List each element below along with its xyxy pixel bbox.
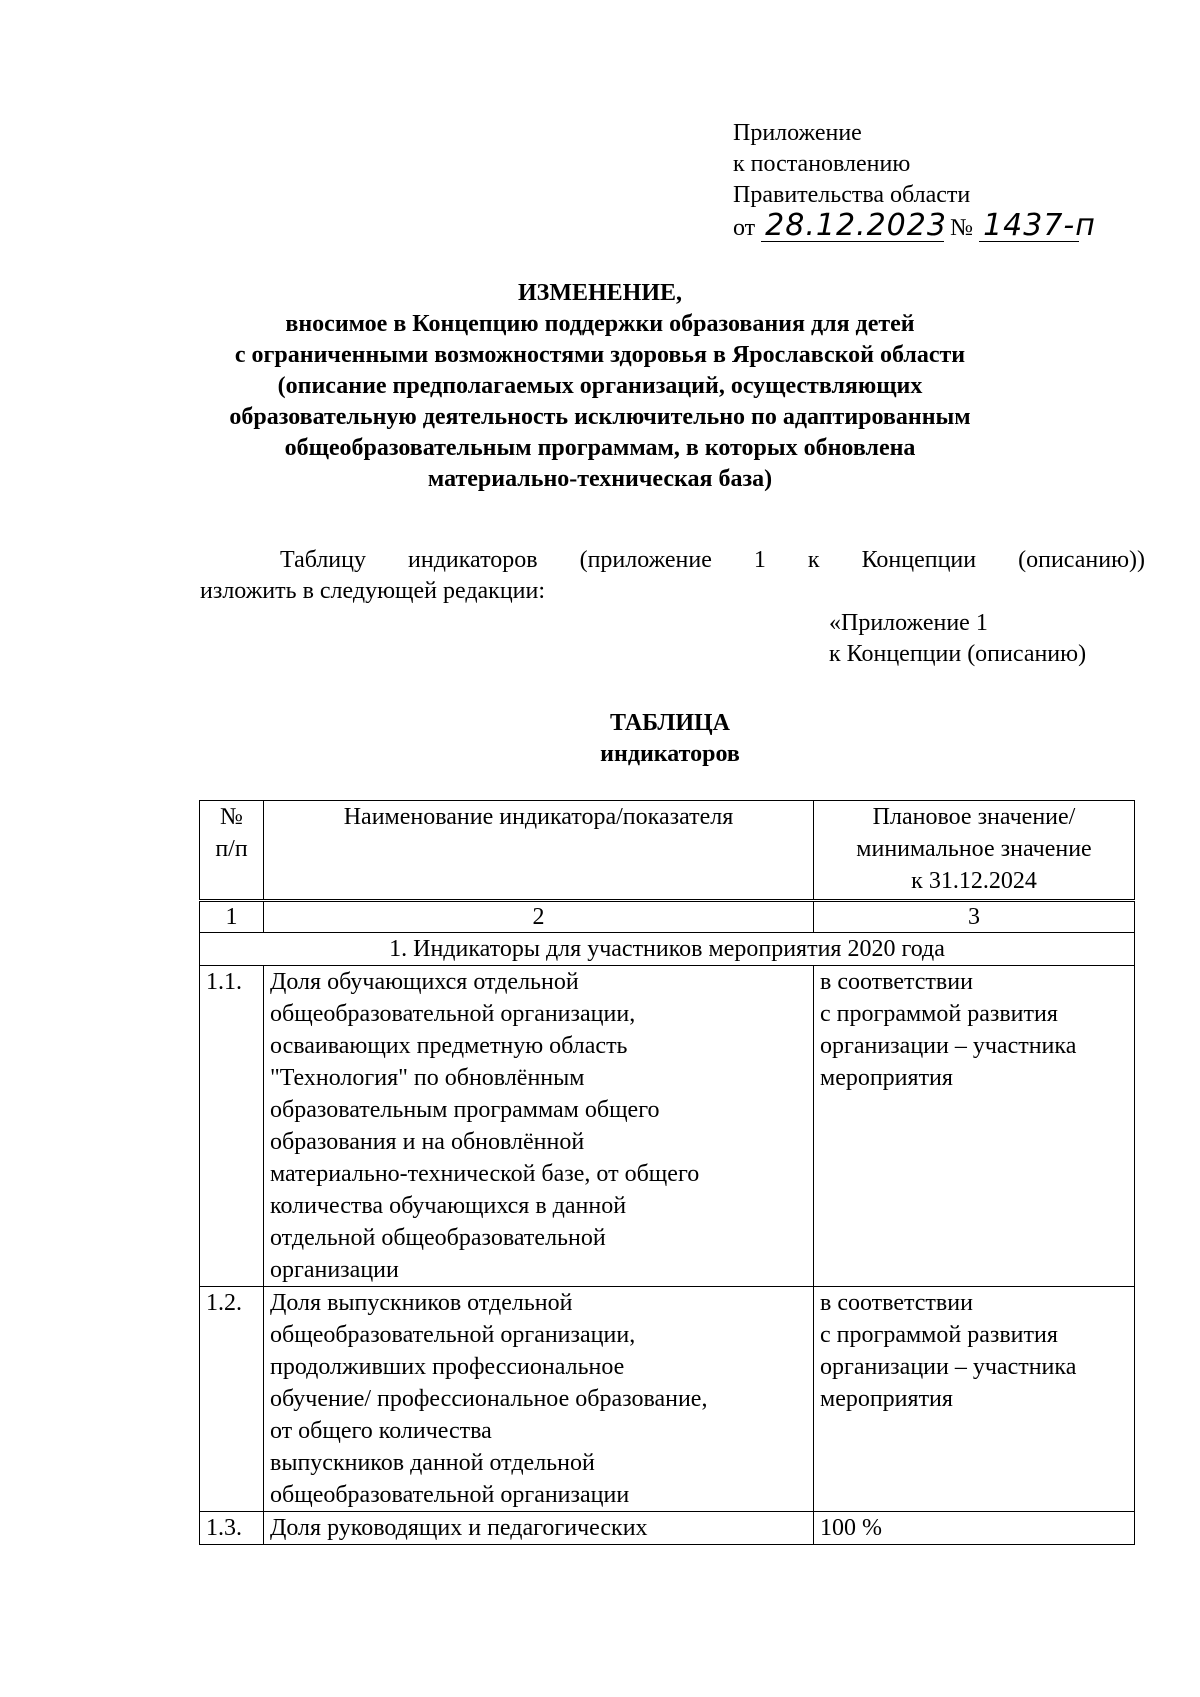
title-line: материально-техническая база): [427, 466, 773, 492]
appendix-reference: [733, 118, 1133, 244]
indicator-line: выпускников данной отдельной: [270, 1450, 595, 1476]
table-row: [200, 1287, 1135, 1512]
indicator-line: Доля руководящих и педагогических: [270, 1515, 648, 1541]
header-name: [264, 801, 814, 901]
header-num-line: п/п: [215, 836, 248, 862]
value-line: с программой развития: [820, 1001, 1058, 1027]
intro-paragraph: [200, 545, 1145, 607]
section-row: [200, 933, 1135, 966]
title-line: с ограниченными возможностями здоровья в Ярославской области: [234, 342, 966, 368]
indicator-line: обучение/ профессиональное образование,: [270, 1386, 708, 1412]
intro-line: изложить в следующей редакции:: [200, 578, 546, 604]
indicator-line: общеобразовательной организации: [270, 1482, 630, 1508]
table-title-subheading: индикаторов: [600, 741, 740, 767]
indicators-table: [199, 800, 1135, 1545]
header-num-line: №: [220, 804, 243, 830]
column-number: 1: [200, 901, 264, 933]
column-number-row: [200, 901, 1135, 933]
handwritten-number: 1437-п: [979, 211, 1079, 242]
indicator-name: [264, 966, 814, 1287]
indicator-line: отдельной общеобразовательной: [270, 1225, 606, 1251]
date-label: от: [733, 215, 756, 241]
handwritten-date: 28.12.2023: [761, 211, 944, 242]
appendix-label: Приложение: [733, 120, 862, 146]
table-row: [200, 966, 1135, 1287]
indicator-line: организации: [270, 1257, 399, 1283]
indicator-name: [264, 1287, 814, 1512]
value-line: организации – участника: [820, 1354, 1077, 1380]
value-line: организации – участника: [820, 1033, 1077, 1059]
header-num: [200, 801, 264, 901]
section-title: 1. Индикаторы для участников мероприятия 2020 года: [200, 933, 1135, 966]
indicator-line: образования и на обновлённой: [270, 1129, 585, 1155]
indicator-line: количества обучающихся в данной: [270, 1193, 627, 1219]
appendix-government: Правительства области: [733, 182, 971, 208]
header-value: [814, 801, 1135, 901]
number-label: №: [950, 215, 974, 241]
table-title: [0, 708, 1200, 770]
appendix1-reference: [829, 608, 1169, 670]
header-name-text: Наименование индикатора/показателя: [343, 804, 734, 830]
intro-line: Таблицу индикаторов (приложение 1 к Концепции (описанию)): [280, 547, 1145, 573]
row-number: 1.1.: [200, 966, 264, 1287]
table-header-row: [200, 801, 1135, 901]
indicator-line: от общего количества: [270, 1418, 492, 1444]
indicator-line: Доля обучающихся отдельной: [270, 969, 579, 995]
header-value-line: Плановое значение/: [872, 804, 1076, 830]
indicator-line: "Технология" по обновлённым: [270, 1065, 585, 1091]
header-value-line: минимальное значение: [856, 836, 1092, 862]
title-line: общеобразовательным программам, в которых обновлена: [284, 435, 916, 461]
indicator-line: образовательным программам общего: [270, 1097, 660, 1123]
indicator-line: общеобразовательной организации,: [270, 1001, 636, 1027]
title-heading: ИЗМЕНЕНИЕ,: [517, 280, 682, 306]
indicator-line: осваивающих предметную область: [270, 1033, 628, 1059]
row-number: 1.3.: [200, 1512, 264, 1545]
indicator-line: материально-технической базе, от общего: [270, 1161, 700, 1187]
value-line: в соответствии: [820, 1290, 973, 1316]
value-line: мероприятия: [820, 1386, 953, 1412]
value-line: в соответствии: [820, 969, 973, 995]
title-line: (описание предполагаемых организаций, осуществляющих: [277, 373, 923, 399]
indicator-value: [814, 966, 1135, 1287]
table-title-heading: ТАБЛИЦА: [610, 710, 730, 736]
indicator-name: [264, 1512, 814, 1545]
title-line: образовательную деятельность исключительно по адаптированным: [229, 404, 971, 430]
indicator-value: [814, 1287, 1135, 1512]
column-number: 2: [264, 901, 814, 933]
table-row: [200, 1512, 1135, 1545]
value-line: 100 %: [820, 1515, 882, 1541]
title-line: вносимое в Концепцию поддержки образования для детей: [285, 311, 915, 337]
indicator-line: Доля выпускников отдельной: [270, 1290, 573, 1316]
indicator-line: общеобразовательной организации,: [270, 1322, 636, 1348]
indicator-line: продолживших профессиональное: [270, 1354, 625, 1380]
value-line: мероприятия: [820, 1065, 953, 1091]
column-number: 3: [814, 901, 1135, 933]
header-value-line: к 31.12.2024: [911, 868, 1037, 894]
indicator-value: [814, 1512, 1135, 1545]
appendix1-label: «Приложение 1: [829, 610, 988, 636]
appendix-date-number-line: [733, 208, 1133, 244]
appendix-to-resolution: к постановлению: [733, 151, 911, 177]
value-line: с программой развития: [820, 1322, 1058, 1348]
appendix1-to-concept: к Концепции (описанию): [829, 641, 1087, 667]
document-title: [0, 278, 1200, 495]
row-number: 1.2.: [200, 1287, 264, 1512]
